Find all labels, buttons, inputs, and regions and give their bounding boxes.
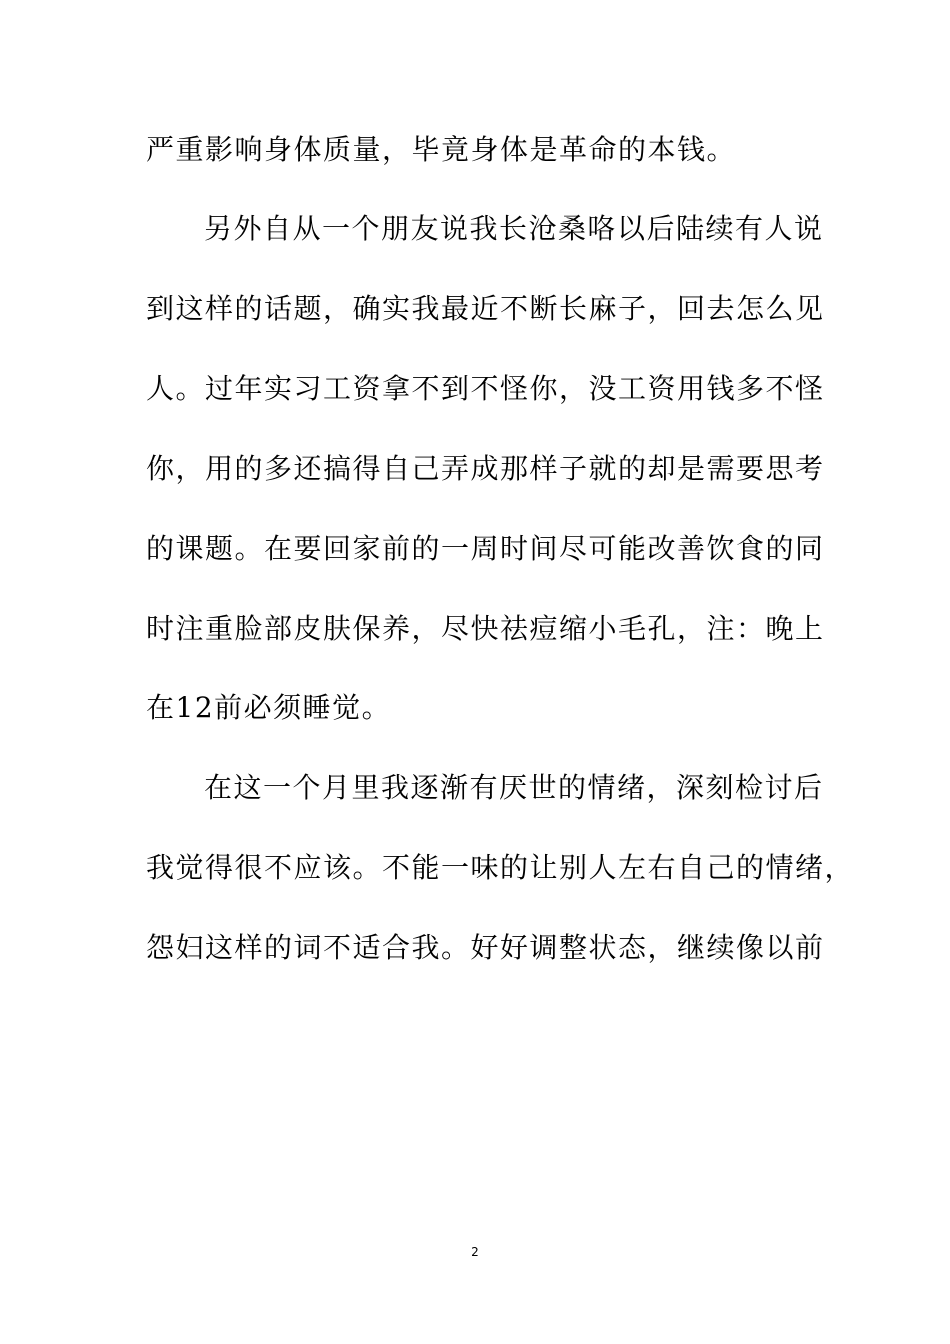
paragraph-start-line: 另外自从一个朋友说我长沧桑咯以后陆续有人说 [204, 212, 824, 245]
text-line: 在12前必须睡觉。 [146, 691, 392, 724]
text-line: 严重影响身体质量，毕竟身体是革命的本钱。 [146, 133, 737, 166]
text-line: 我觉得很不应该。不能一味的让别人左右自己的情绪， [146, 851, 855, 884]
page-number: 2 [471, 1245, 479, 1259]
text-line: 人。过年实习工资拿不到不怪你，没工资用钱多不怪 [146, 372, 825, 405]
paragraph-start-line: 在这一个月里我逐渐有厌世的情绪，深刻检讨后 [204, 771, 824, 804]
text-line: 你，用的多还搞得自己弄成那样子就的却是需要思考 [146, 452, 825, 485]
text-line: 的课题。在要回家前的一周时间尽可能改善饮食的同 [146, 532, 825, 565]
text-line: 到这样的话题，确实我最近不断长麻子，回去怎么见 [146, 292, 825, 325]
text-line: 时注重脸部皮肤保养，尽快祛痘缩小毛孔，注：晚上 [146, 612, 825, 645]
text-line: 怨妇这样的词不适合我。好好调整状态，继续像以前 [146, 931, 825, 964]
